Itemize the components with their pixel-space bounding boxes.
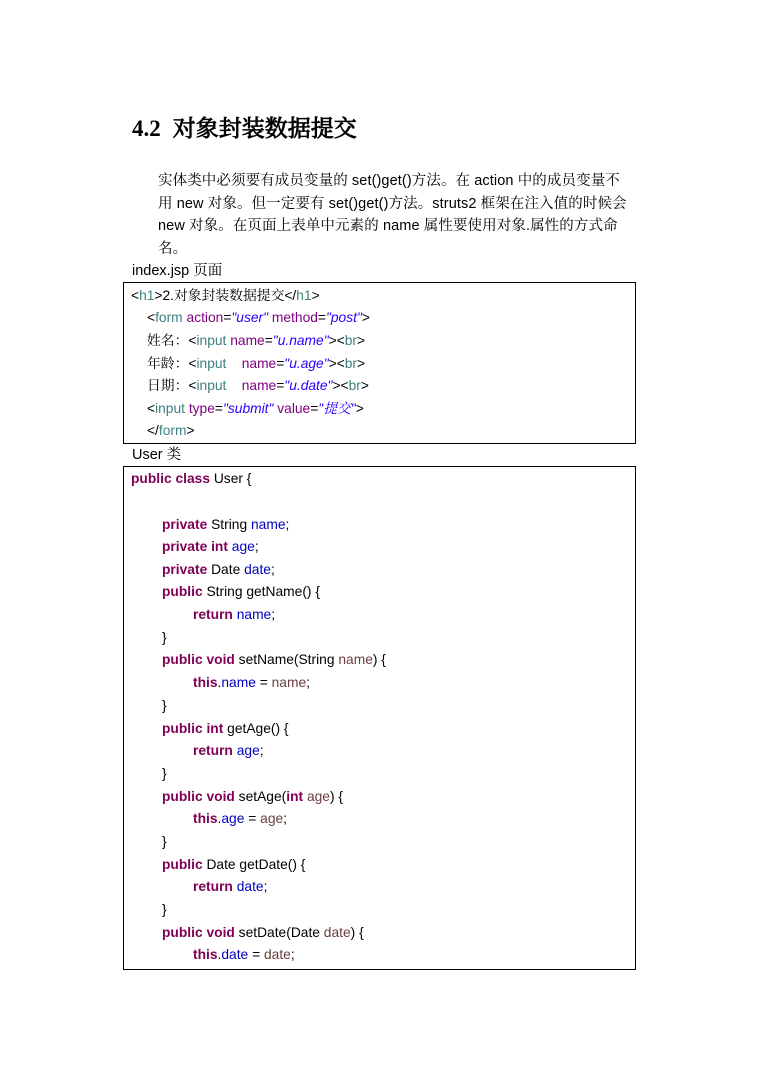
code-line: this.age = age; [193,811,288,826]
paragraph-line: 用 new 对象。但一定要有 set()get()方法。struts2 框架在注入值的时候会 [158,195,627,212]
code-line: private int age; [162,539,259,554]
code-line: return date; [193,879,268,894]
code-line: <h1>2.对象封装数据提交</h1> [131,288,320,303]
code-line: private String name; [162,517,290,532]
code-line: return name; [193,607,276,622]
code-line: public void setAge(int age) { [162,789,344,804]
user-class-label: User 类 [132,447,182,463]
section-heading [132,113,357,145]
code-line: } [162,766,167,781]
code-line: this.name = name; [193,675,310,690]
code-line: </form> [147,423,195,438]
code-line: public int getAge() { [162,721,289,736]
java-code-box [123,466,636,970]
jsp-code-box [123,282,636,444]
code-line: <form action="user" method="post"> [147,310,370,325]
paragraph-line: 名。 [158,240,188,257]
code-line: } [162,698,167,713]
section-number: 4.2 [132,116,161,141]
paragraph-line: new 对象。在页面上表单中元素的 name 属性要使用对象.属性的方式命 [158,218,618,234]
code-line: 日期：<input name="u.date"><br> [147,378,369,393]
code-line: public class User { [131,471,252,486]
code-line: 姓名：<input name="u.name"><br> [147,333,366,348]
section-title: 对象封装数据提交 [172,116,357,141]
code-line: } [162,630,167,645]
code-line: } [162,902,167,917]
code-line: <input type="submit" value="提交"> [147,401,364,416]
code-line: private Date date; [162,562,275,577]
code-line: public void setName(String name) { [162,652,386,667]
code-line: 年龄：<input name="u.age"><br> [147,356,366,371]
code-line: } [162,834,167,849]
code-line: public void setDate(Date date) { [162,925,364,940]
code-line: this.date = date; [193,947,295,962]
code-line: return age; [193,743,264,758]
paragraph-line: 实体类中必须要有成员变量的 set()get()方法。在 action 中的成员变量不 [158,173,620,189]
code-line: public Date getDate() { [162,857,306,872]
intro-paragraph [158,170,632,260]
code-line: public String getName() { [162,584,320,599]
index-jsp-label: index.jsp 页面 [132,263,223,279]
